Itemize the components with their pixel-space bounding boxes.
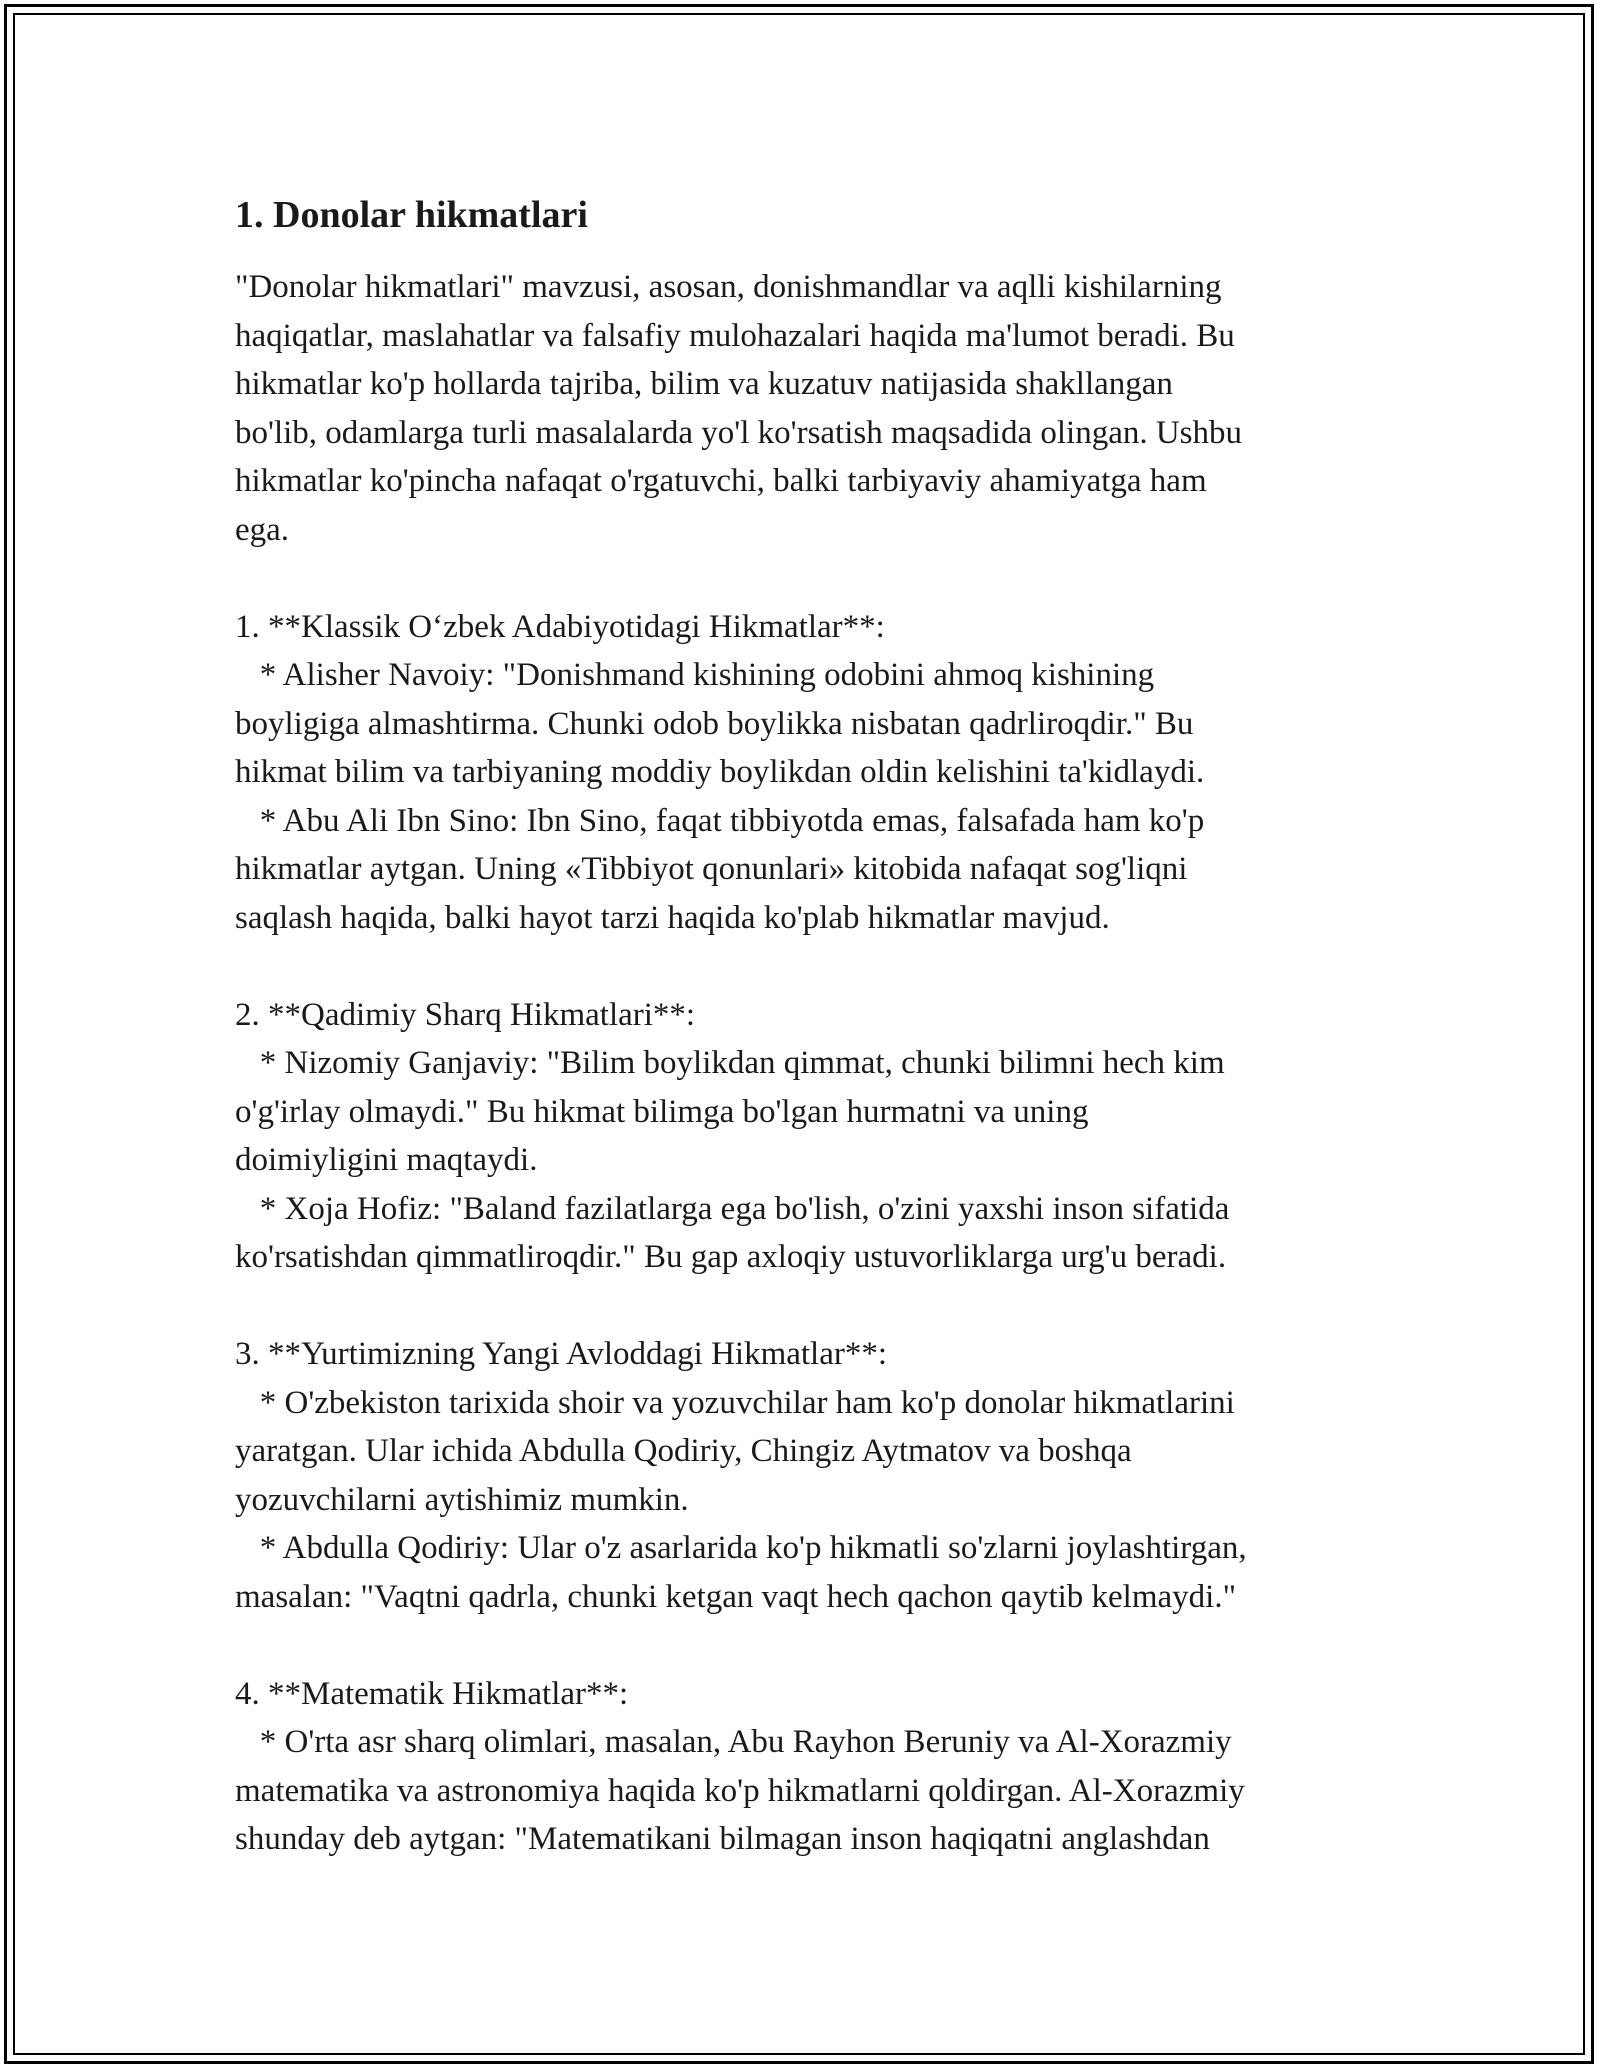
text-line: yaratgan. Ular ichida Abdulla Qodiriy, Chingiz Aytmatov va boshqa — [235, 1433, 1132, 1469]
text-line: * Nizomiy Ganjaviy: "Bilim boylikdan qimmat, chunki bilimni hech kim — [235, 1045, 1225, 1081]
text-line: hikmatlar ko'pincha nafaqat o'rgatuvchi, balki tarbiyaviy ahamiyatga ham — [235, 463, 1207, 499]
text-line: shunday deb aytgan: "Matematikani bilmagan inson haqiqatni anglashdan — [235, 1821, 1210, 1857]
text-line: * Alisher Navoiy: "Donishmand kishining odobini ahmoq kishining — [235, 657, 1155, 693]
text-line: * O'rta asr sharq olimlari, masalan, Abu Rayhon Beruniy va Al-Xorazmiy — [235, 1724, 1232, 1760]
text-line: 4. **Matematik Hikmatlar**: — [235, 1675, 629, 1712]
text-line: * Abu Ali Ibn Sino: Ibn Sino, faqat tibbiyotda emas, falsafada ham ko'p — [235, 802, 1205, 839]
text-line: 3. **Yurtimizning Yangi Avloddagi Hikmatlar**: — [235, 1336, 888, 1372]
text-line: boyligiga almashtirma. Chunki odob boylikka nisbatan qadrliroqdir." Bu — [235, 705, 1194, 742]
text-line: o'g'irlay olmaydi." Bu hikmat bilimga bo'lgan hurmatni va uning — [235, 1093, 1089, 1130]
text-line: doimiyligini maqtaydi. — [235, 1142, 538, 1178]
text-line: hikmatlar ko'p hollarda tajriba, bilim va kuzatuv natijasida shakllangan — [235, 366, 1173, 402]
text-line: 1. **Klassik O‘zbek Adabiyotidagi Hikmatlar**: — [235, 608, 885, 645]
blank-line — [235, 1621, 1375, 1670]
text-line: "Donolar hikmatlari" mavzusi, asosan, donishmandlar va aqlli kishilarning — [235, 269, 1222, 305]
text-line: saqlash haqida, balki hayot tarzi haqida ko'plab hikmatlar mavjud. — [235, 899, 1110, 936]
text-line: bo'lib, odamlarga turli masalalarda yo'l ko'rsatish maqsadida olingan. Ushbu — [235, 414, 1243, 451]
text-line: matematika va astronomiya haqida ko'p hikmatlarni qoldirgan. Al-Xorazmiy — [235, 1772, 1245, 1809]
text-line: haqiqatlar, maslahatlar va falsafiy mulohazalari haqida ma'lumot beradi. Bu — [235, 317, 1235, 354]
text-line: masalan: "Vaqtni qadrla, chunki ketgan vaqt hech qachon qaytib kelmaydi." — [235, 1578, 1237, 1615]
text-line: * Xoja Hofiz: "Baland fazilatlarga ega bo'lish, o'zini yaxshi inson sifatida — [235, 1190, 1230, 1227]
text-line: yozuvchilarni aytishimiz mumkin. — [235, 1481, 689, 1518]
text-line: ega. — [235, 511, 290, 548]
blank-line — [235, 554, 1375, 603]
text-line: hikmatlar aytgan. Uning «Tibbiyot qonunlari» kitobida nafaqat sog'liqni — [235, 851, 1188, 887]
text-line: ko'rsatishdan qimmatliroqdir." Bu gap axloqiy ustuvorliklarga urg'u beradi. — [235, 1239, 1227, 1275]
text-line: * O'zbekiston tarixida shoir va yozuvchilar ham ko'p donolar hikmatlarini — [235, 1384, 1235, 1421]
blank-line — [235, 942, 1375, 991]
document-text — [235, 263, 1375, 1864]
text-line: * Abdulla Qodiriy: Ular o'z asarlarida ko'p hikmatli so'zlarni joylashtirgan, — [235, 1530, 1247, 1566]
blank-line — [235, 1282, 1375, 1331]
text-line: hikmat bilim va tarbiyaning moddiy boylikdan oldin kelishini ta'kidlaydi. — [235, 754, 1205, 790]
document-title: 1. Donolar hikmatlari — [235, 194, 588, 236]
text-line: 2. **Qadimiy Sharq Hikmatlari**: — [235, 996, 696, 1033]
document-body — [235, 185, 1375, 1864]
